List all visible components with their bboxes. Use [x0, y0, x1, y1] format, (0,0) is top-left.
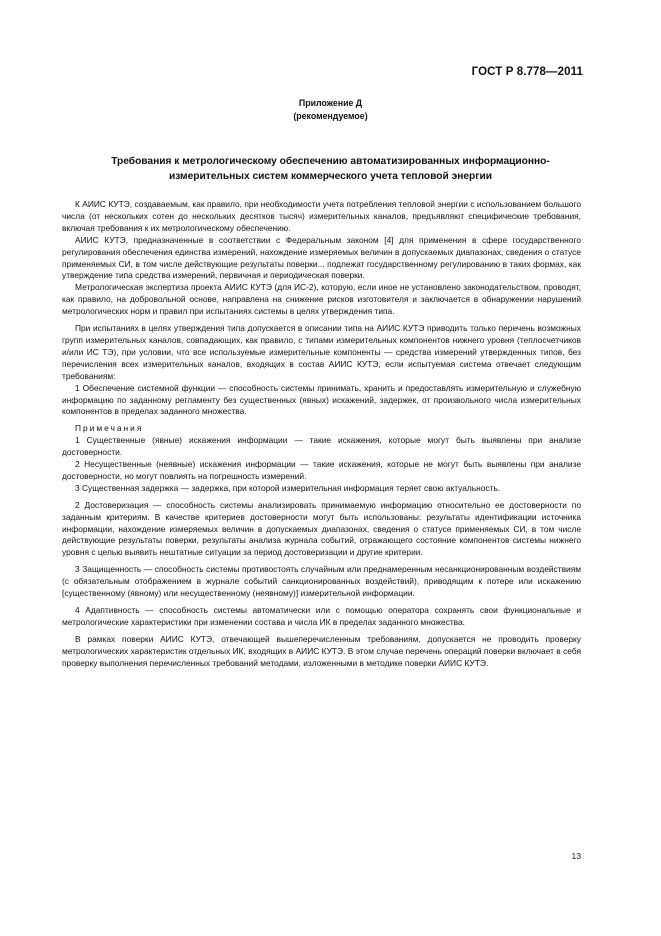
paragraph: При испытаниях в целях утверждения типа допускается в описании типа на АИИС КУТЭ приводить только перечень возможных групп измерительных каналов, совпадающих, как правило, с типами измерительных компонентов нижнего уровня (теплосчетчиков и/или ИС ТЭ), при условии, что все используемые измерительные компоненты — средства измерений утвержденных типов, без перечисления всех измерительных каналов, входящих в состав АИИС КУТЭ, если испытуемая система отвечает следующим требованиям:	[62, 323, 581, 381]
page-number: 13	[571, 851, 581, 861]
note-item: 2 Несущественные (неявные) искажения информации — такие искажения, которые не могут быть выявлены при анализе достоверности, но могут повлиять на погрешность измерений.	[62, 459, 581, 481]
note-item: 3 Существенная задержка — задержка, при которой измерительная информация теряет свою актуальность.	[75, 482, 501, 493]
annex-title: Приложение Д	[298, 98, 363, 108]
requirement-item: 4 Адаптивность — способность системы автоматически или с помощью оператора сохранять свои функциональные и метрологические характеристики при изменении состава и числа ИК в пределах заданного множества.	[62, 605, 581, 627]
paragraph: В рамках поверки АИИС КУТЭ, отвечающей вышеперечисленным требованиям, допускается не проводить проверку метрологических характеристик отдельных ИК, входящих в АИИС КУТЭ. В этом случае перечень операций поверки включает в себя проверку выполнения перечисленных требований методами, изложенными в методике поверки АИИС КУТЭ.	[62, 633, 581, 668]
note-item: 1 Существенные (явные) искажения информации — такие искажения, которые могут быть выявлены при анализе достоверности.	[62, 435, 581, 458]
requirement-item: 2 Достоверизация — способность системы анализировать принимаемую информацию относительно ее достоверности по заданным критериям. В качестве критериев достоверности могут быть использованы: результаты идентификации источника информации, нахождение измеряемых величин в допускаемых диапазонах, сведения о статусе применяемых СИ, в том числе действующие результаты поверки, результаты анализа журнала событий, отражающего состояние компонентов системы нижнего уровня с целью выявить нештатные ситуации за период достоверизации и другие критерии.	[62, 499, 581, 558]
standard-designation: ГОСТ Р 8.778—2011	[471, 66, 583, 78]
paragraph: АИИС КУТЭ, предназначенные в соответствии с Федеральным законом [4] для применения в сфере государственного регулирования обеспечения единства измерений, нахождение измеряемых величин в допускаемых диапазонах, сведения о статусе применяемых СИ, в том числе действующие результаты поверки... подлежат государственному регулированию в таких формах, как утверждение типа средства измерений, первичная и периодическая поверки.	[62, 234, 581, 281]
section-title	[70, 155, 591, 184]
section-title-line-2: измерительных систем коммерческого учета тепловой энергии	[168, 170, 493, 182]
body-text	[62, 199, 581, 670]
requirement-item: 3 Защищенность — способность системы противостоять случайным или преднамеренным несанкционированным воздействиям (с обязательным отображением в журнале событий санкционированных воздействий), приводящим к потере или искажению [существенному (явному) или несущественному (неявному)] измерительной информации.	[62, 564, 581, 599]
section-title-line-1: Требования к метрологическому обеспечению автоматизированных информационно-	[111, 156, 550, 167]
annex-status: (рекомендуемое)	[293, 111, 368, 121]
requirement-item: 1 Обеспечение системной функции — способность системы принимать, хранить и предоставлять измерительную и служебную информацию по заданному регламенту без существенных (явных) искажений, задержек, от произвольного числа измерительных компонентов в пределах заданного множества.	[62, 382, 581, 417]
notes-heading: Примечания	[75, 423, 144, 434]
paragraph: К АИИС КУТЭ, создаваемым, как правило, при необходимости учета потребления тепловой энергии с использованием большого числа (от нескольких сотен до нескольких десятков тысяч) измерительных каналов, предъявляют специфические требования, включая требования к их метрологическому обеспечению.	[62, 199, 581, 233]
annex-heading	[0, 97, 661, 123]
paragraph: Метрологическая экспертиза проекта АИИС КУТЭ (для ИС-2), которую, если иное не установлено законодательством, проводят, как правило, на добровольной основе, направлена на снижение рисков изготовителя и заключается в обнаружении нарушений метрологических норм и правил при испытаниях системы в целях утверждения типа.	[62, 282, 581, 317]
